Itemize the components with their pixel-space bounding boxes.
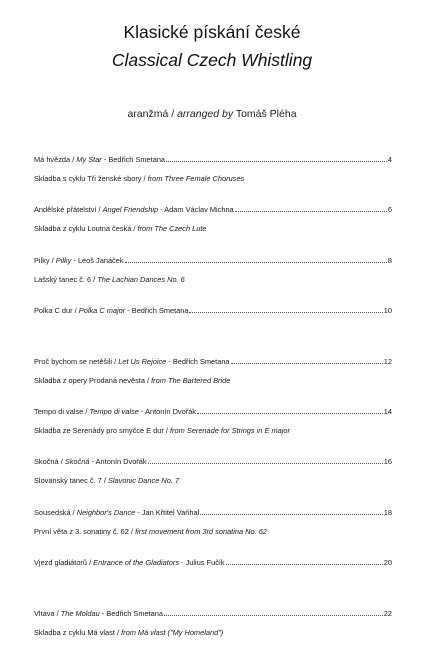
toc-title-en: My Star (76, 155, 102, 164)
toc-page-number: 4 (387, 155, 392, 164)
toc-title (34, 154, 165, 165)
toc-page-number: 12 (383, 356, 392, 366)
toc-leader-dots (235, 211, 387, 212)
toc-composer: - Adam Václav Michna (158, 205, 234, 215)
toc-source-cz: Slovanský tanec č. 7 / (34, 476, 108, 486)
toc-title-cz: Pilky / (34, 255, 56, 265)
toc-title-cz: Vltava / (34, 608, 61, 618)
toc-source-en: Slavonic Dance No. 7 (107, 476, 180, 486)
toc-title-cz: Vjezd gladiátorů / (34, 558, 94, 568)
toc-source-line (34, 274, 185, 285)
arranger-line (0, 107, 424, 121)
toc-source-cz: Skladba ze Serenády pro smyčce E dur / (34, 425, 170, 435)
toc-page-number: 6 (387, 205, 392, 215)
page-title: Klasické pískání české (123, 22, 301, 42)
toc-source-en: The Lachian Dances No. 6 (97, 274, 185, 284)
toc-page-number: 8 (387, 255, 392, 265)
toc-title-line (34, 456, 392, 467)
table-of-contents (34, 154, 392, 658)
toc-title-line (34, 356, 392, 367)
toc-leader-dots (148, 463, 383, 464)
toc-title-en: The Moldau (60, 608, 100, 618)
toc-leader-dots (125, 262, 387, 263)
toc-title-line (34, 305, 392, 316)
toc-source-line (34, 425, 290, 436)
toc-title-line (34, 608, 392, 619)
toc-source-en: from Serenade for Strings in E major (169, 425, 290, 435)
toc-source-line (34, 223, 207, 234)
toc-page-number: 16 (383, 457, 392, 467)
toc-source-cz: Skladba z cyklu Má vlast / (34, 627, 122, 637)
toc-entry (34, 406, 392, 456)
toc-title-en: Entrance of the Gladiators (93, 558, 180, 568)
toc-title (34, 557, 225, 568)
toc-page-number: 22 (383, 608, 392, 618)
page-subtitle: Classical Czech Whistling (111, 50, 313, 70)
toc-source-line (34, 375, 230, 386)
toc-composer: - Bedřich Smetana (166, 356, 230, 366)
toc-entry (34, 507, 392, 557)
arranger-by: arranged by (177, 108, 234, 120)
toc-title (34, 356, 230, 367)
toc-title-line (34, 507, 392, 518)
toc-entry (34, 456, 392, 506)
toc-title-line (34, 255, 392, 266)
toc-composer: - Bedřich Smetana (99, 608, 163, 618)
toc-composer: - Leoš Janáček (71, 255, 124, 265)
toc-title (34, 608, 163, 619)
arranger-prefix: aranžmá / (127, 108, 178, 120)
toc-title-cz: Sousedská / (34, 507, 77, 517)
toc-title (34, 406, 196, 417)
toc-title-en: Neighbor's Dance (76, 507, 136, 517)
toc-source-en: from Three Female Choruses (147, 174, 245, 183)
toc-title-en: Pilky (55, 255, 72, 265)
toc-title (34, 507, 199, 518)
toc-source-cz: Skladba s cyklu Tři ženské sbory / (34, 174, 148, 183)
toc-title (34, 255, 124, 266)
toc-source-line (34, 526, 267, 537)
toc-title-en: Tempo di valse (89, 406, 139, 416)
toc-leader-dots (231, 363, 383, 364)
toc-source-cz: První věta z 3. sonatiny č. 62 / (34, 526, 136, 536)
toc-composer: - Antonín Dvořák (138, 406, 197, 416)
toc-title (34, 456, 147, 467)
toc-title-cz: Polka C dur / (34, 306, 79, 316)
toc-page-number: 20 (383, 558, 392, 568)
toc-source-cz: Skladba z cyklu Loutna česká / (34, 224, 138, 234)
toc-leader-dots (164, 615, 383, 616)
toc-title-line (34, 204, 392, 215)
toc-entry (34, 305, 392, 355)
toc-entry (34, 204, 392, 254)
arranger-name: Tomáš Pléha (233, 108, 297, 120)
toc-title (34, 305, 188, 316)
toc-source-en: from Má vlast ("My Homeland") (121, 627, 224, 637)
toc-page-number: 10 (383, 306, 392, 316)
toc-leader-dots (189, 312, 382, 313)
toc-leader-dots (226, 564, 383, 565)
toc-leader-dots (166, 161, 387, 162)
toc-leader-dots (200, 514, 383, 515)
toc-leader-dots (197, 413, 383, 414)
toc-composer: - Jan Křtitel Vaňhal (135, 507, 200, 517)
toc-title-en: Polka C major (78, 306, 126, 316)
toc-title-cz: Proč bychom se netěšili / (34, 356, 119, 366)
toc-title (34, 204, 234, 215)
toc-composer: - Bedřich Smetana (101, 155, 166, 164)
toc-page-number: 18 (383, 507, 392, 517)
toc-source-en: first movement from 3rd sonatina No. 62 (135, 526, 267, 536)
toc-entry (34, 255, 392, 305)
toc-composer: - Julius Fučík (179, 558, 225, 568)
toc-source-line (34, 173, 244, 184)
toc-title-cz: Andělské přátelství / (34, 205, 103, 215)
toc-title-line (34, 557, 392, 568)
toc-title-cz: Tempo di valse / (34, 406, 90, 416)
toc-title-cz: Skočná / (34, 457, 65, 467)
toc-entry (34, 356, 392, 406)
toc-source-cz: Skladba z opery Prodaná nevěsta / (34, 375, 152, 385)
toc-source-line (34, 627, 223, 638)
toc-title-en: Let Us Rejoice (118, 356, 167, 366)
toc-title-line (34, 154, 392, 165)
toc-composer: - Bedřich Smetana (125, 306, 189, 316)
toc-source-cz: Lašský tanec č. 6 / (34, 274, 98, 284)
toc-source-en: from The Czech Lute (137, 224, 207, 234)
toc-page-number: 14 (383, 406, 392, 416)
toc-source-line (34, 475, 179, 486)
toc-entry (34, 154, 392, 204)
toc-title-cz: Má hvězda / (34, 155, 77, 164)
toc-entry (34, 608, 392, 658)
toc-title-en: Angel Friendship (102, 205, 159, 215)
toc-composer: - Antonín Dvořák (89, 457, 147, 467)
toc-source-en: from The Bartered Bride (151, 375, 231, 385)
toc-title-line (34, 406, 392, 417)
toc-title-en: Skočná (64, 457, 90, 467)
